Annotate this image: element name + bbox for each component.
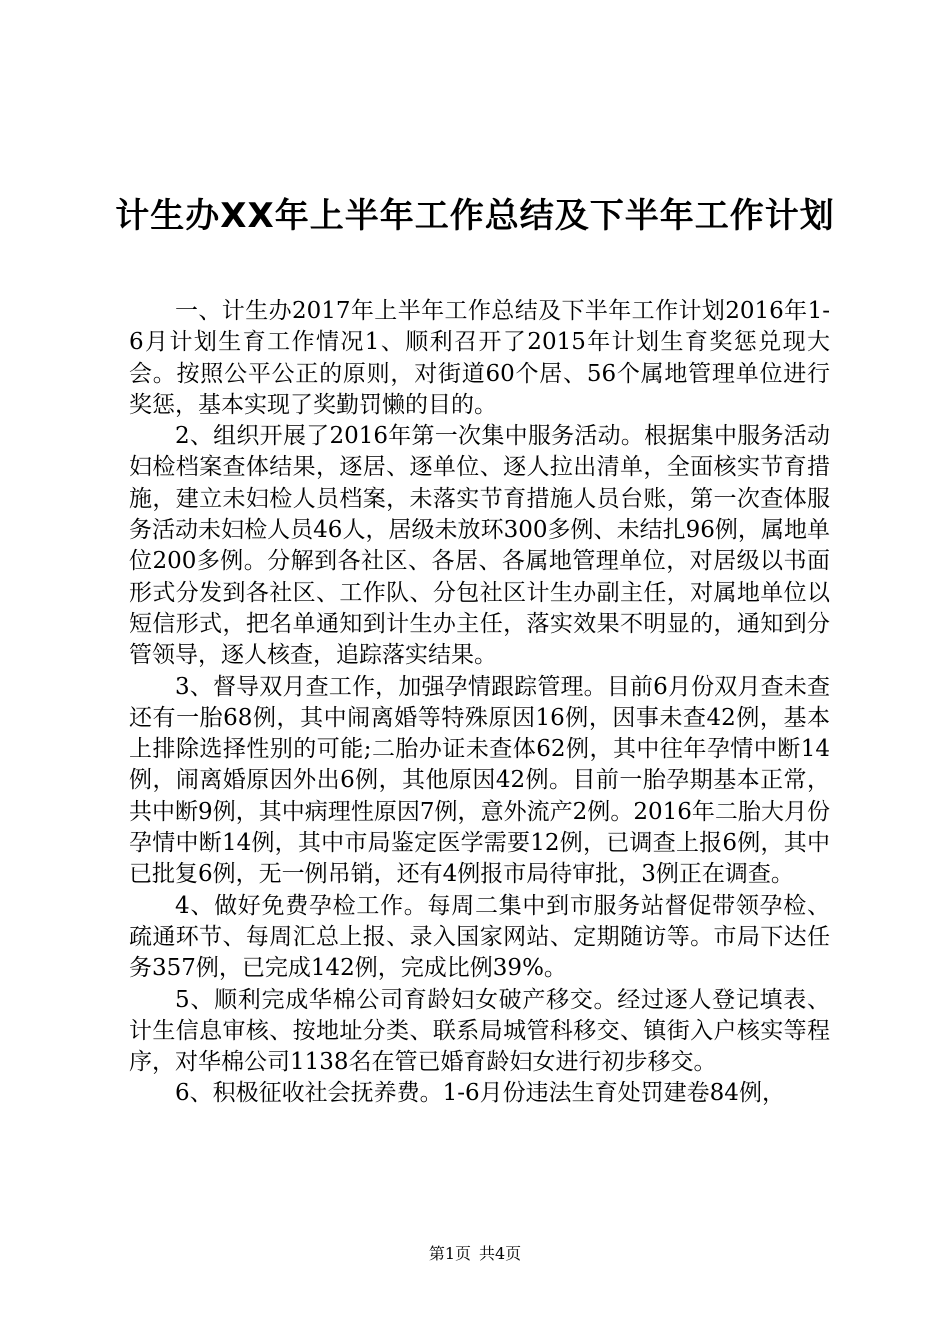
document-title: 计生办XX年上半年工作总结及下半年工作计划 — [115, 196, 835, 236]
paragraph-3: 3、督导双月查工作，加强孕情跟踪管理。目前6月份双月查未查还有一胎68例，其中闹离婚等特殊原因16例，因事未查42例，基本上排除选择性别的可能;二胎办证未查体62例，其中往年孕情中断14例，闹离婚原因外出6例，其他原因42例。目前一胎孕期基本正常，共中断9例，其中病理性原因7例，意外流产2例。2016年二胎大月份孕情中断14例，其中市局鉴定医学需要12例，已调查上报6例，其中已批复6例，无一例吊销，还有4例报市局待审批，3例正在调查。 — [129, 673, 830, 888]
paragraph-5: 5、顺利完成华棉公司育龄妇女破产移交。经过逐人登记填表、计生信息审核、按地址分类、联系局城管科移交、镇街入户核实等程序，对华棉公司1138名在管已婚育龄妇女进行初步移交。 — [129, 986, 830, 1076]
paragraph-4: 4、做好免费孕检工作。每周二集中到市服务站督促带领孕检、疏通环节、每周汇总上报、录入国家网站、定期随访等。市局下达任务357例，已完成142例，完成比例39%。 — [129, 892, 830, 982]
paragraph-1: 一、计生办2017年上半年工作总结及下半年工作计划2016年1-6月计划生育工作情况1、顺利召开了2015年计划生育奖惩兑现大会。按照公平公正的原则，对街道60个居、56个属地管理单位进行奖惩，基本实现了奖勤罚懒的目的。 — [129, 298, 830, 418]
page-total: 共4页 — [479, 1244, 522, 1263]
document-body — [129, 296, 830, 1110]
page-number: 第1页 — [428, 1244, 471, 1263]
paragraph-2: 2、组织开展了2016年第一次集中服务活动。根据集中服务活动妇检档案查体结果，逐居、逐单位、逐人拉出清单，全面核实节育措施，建立未妇检人员档案，未落实节育措施人员台账，第一次查体服务活动未妇检人员46人，居级未放环300多例、未结扎96例，属地单位200多例。分解到各社区、各居、各属地管理单位，对居级以书面形式分发到各社区、工作队、分包社区计生办副主任，对属地单位以短信形式，把名单通知到计生办主任，落实效果不明显的，通知到分管领导，逐人核查，追踪落实结果。 — [129, 423, 830, 669]
paragraph-6: 6、积极征收社会抚养费。1-6月份违法生育处罚建卷84例， — [175, 1080, 785, 1107]
page-footer — [0, 1244, 950, 1264]
